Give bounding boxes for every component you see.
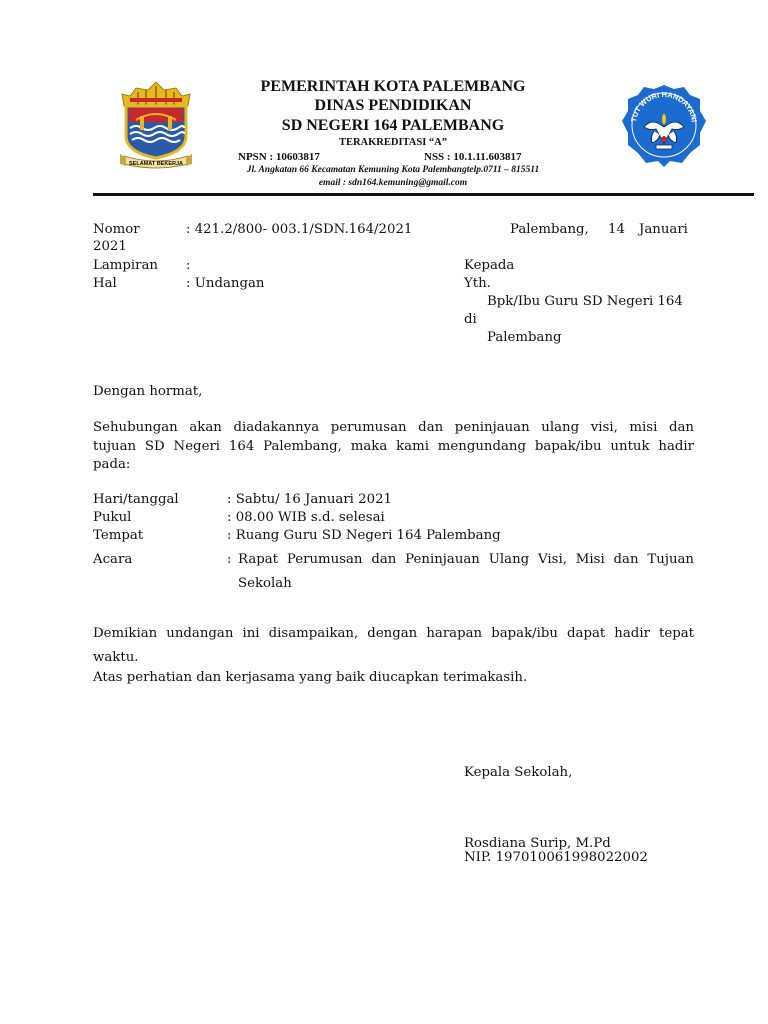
nomor-year: 2021 (93, 239, 127, 254)
detail-label-time: Pukul (93, 510, 132, 525)
closing-paragraph (93, 622, 694, 670)
signature-title: Kepala Sekolah, (464, 765, 573, 780)
detail-value-time: : 08.00 WIB s.d. selesai (227, 510, 385, 525)
recipient-name: Bpk/Ibu Guru SD Negeri 164 (487, 294, 683, 309)
intro-paragraph (93, 419, 694, 475)
lampiran-label: Lampiran (93, 258, 158, 273)
letter-day: 14 (608, 222, 625, 237)
header-government: PEMERINTAH KOTA PALEMBANG (260, 78, 526, 95)
closing-line: waktu. (93, 650, 139, 665)
nomor-value: : 421.2/800- 003.1/SDN.164/2021 (186, 222, 413, 237)
recipient-kepada: Kepada (464, 258, 515, 273)
greeting: Dengan hormat, (93, 384, 203, 399)
header-email: email : sdn164.kemuning@gmail.com (318, 178, 468, 188)
intro-line: tujuan SD Negeri 164 Palembang, maka kami mengundang bapak/ibu untuk hadir (93, 438, 694, 454)
header-address: Jl. Angkatan 66 Kecamatan Kemuning Kota Palembangtelp.0711 – 815511 (246, 165, 540, 175)
header-department: DINAS PENDIDIKAN (314, 97, 472, 114)
header-school-name: SD NEGERI 164 PALEMBANG (281, 117, 505, 134)
header-divider (93, 193, 754, 196)
closing-line: Demikian undangan ini disampaikan, dengan harapan bapak/ibu dapat hadir tepat (93, 626, 694, 641)
detail-value-agenda-line2: Sekolah (238, 576, 292, 591)
signature-nip: NIP. 197010061998022002 (464, 850, 648, 865)
nss-label: NSS : 10.1.11.603817 (424, 151, 522, 163)
npsn-label: NPSN : 10603817 (238, 151, 320, 163)
recipient-yth: Yth. (464, 276, 491, 291)
detail-label-place: Tempat (93, 528, 144, 543)
emblem-slogan: TUT WURI HANDAYANI (629, 89, 699, 123)
recipient-place: Palembang (487, 330, 562, 345)
hal-value: : Undangan (186, 276, 265, 291)
detail-value-agenda-line1: Rapat Perumusan dan Peninjauan Ulang Visi, Misi dan Tujuan (238, 552, 694, 567)
emblem-motto: SELAMAT BEKERJA (129, 161, 183, 167)
detail-value-place: : Ruang Guru SD Negeri 164 Palembang (227, 528, 501, 543)
nomor-label: Nomor (93, 222, 140, 237)
detail-label-agenda: Acara (93, 552, 133, 567)
detail-label-date: Hari/tanggal (93, 492, 179, 507)
letter-city: Palembang, (510, 222, 589, 237)
intro-line: pada: (93, 457, 131, 472)
intro-line: Sehubungan akan diadakannya perumusan dan peninjauan ulang visi, misi dan (93, 420, 694, 435)
recipient-di: di (464, 312, 477, 327)
hal-label: Hal (93, 276, 117, 291)
detail-value-date: : Sabtu/ 16 Januari 2021 (227, 492, 393, 507)
lampiran-value: : (186, 258, 191, 273)
signature-name: Rosdiana Surip, M.Pd (464, 836, 611, 851)
header-accreditation: TERAKREDITASI “A” (338, 137, 448, 148)
letter-month: Januari (639, 222, 688, 237)
thanks-line: Atas perhatian dan kerjasama yang baik diucapkan terimakasih. (93, 670, 528, 685)
detail-agenda-colon: : (227, 552, 232, 567)
